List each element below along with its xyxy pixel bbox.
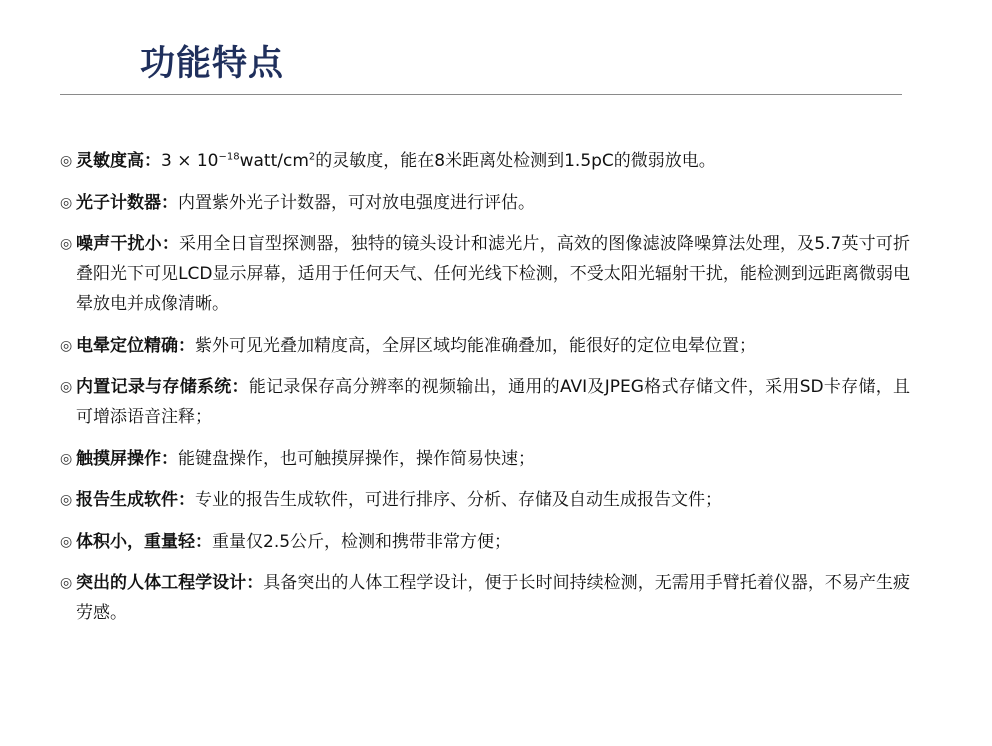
feature-text: 重量仅2.5公斤，检测和携带非常方便； — [212, 531, 512, 552]
feature-text: 采用全日盲型探测器，独特的镜头设计和滤光片，高效的图像滤波降噪算法处理，及5.7英寸可折叠阳光下可见LCD显示屏幕，适用于任何天气、任何光线下检测，不受太阳光辐射干扰，能检测到远距离微弱电晕放电并成像清晰。 — [76, 234, 910, 314]
feature-title: 突出的人体工程学设计： — [76, 573, 264, 593]
feature-title: 光子计数器： — [76, 192, 178, 213]
feature-title: 报告生成软件： — [76, 490, 195, 510]
feature-item-ergonomics — [60, 568, 910, 628]
feature-title: 内置记录与存储系统： — [76, 377, 249, 397]
bullet-icon: ◎ — [60, 153, 73, 169]
bullet-icon: ◎ — [60, 194, 73, 211]
feature-text-exponent: 2 — [308, 151, 316, 163]
feature-text: watt/cm — [239, 151, 309, 171]
title-divider — [60, 94, 902, 95]
feature-item-corona-location — [60, 331, 910, 361]
feature-title: 灵敏度高： — [76, 151, 161, 171]
bullet-icon: ◎ — [60, 379, 73, 395]
bullet-icon: ◎ — [60, 533, 73, 550]
bullet-icon: ◎ — [60, 450, 73, 467]
feature-item-low-noise — [60, 229, 910, 319]
feature-body — [76, 229, 910, 319]
feature-title: 体积小，重量轻： — [76, 531, 212, 552]
feature-title: 电晕定位精确： — [76, 335, 195, 356]
feature-body — [76, 527, 910, 557]
feature-item-sensitivity — [60, 146, 910, 176]
feature-body — [76, 188, 910, 218]
page-title: 功能特点 — [140, 44, 285, 84]
feature-text-exponent: −18 — [218, 151, 240, 163]
feature-item-lightweight — [60, 527, 910, 557]
feature-text: 的灵敏度，能在8米距离处检测到1.5pC的微弱放电。 — [315, 151, 716, 171]
feature-body — [76, 372, 910, 432]
feature-title: 触摸屏操作： — [76, 448, 178, 469]
feature-body — [76, 568, 910, 628]
feature-body — [76, 331, 910, 361]
feature-body — [76, 485, 910, 515]
feature-text: 能记录保存高分辨率的视频输出，通用的AVI及JPEG格式存储文件，采用SD卡存储，且可增添语音注释； — [76, 377, 911, 427]
feature-text: 内置紫外光子计数器，可对放电强度进行评估。 — [178, 192, 535, 213]
feature-list — [60, 146, 910, 640]
feature-text: 紫外可见光叠加精度高，全屏区域均能准确叠加，能很好的定位电晕位置； — [195, 335, 756, 356]
feature-item-recording-storage — [60, 372, 910, 432]
bullet-icon: ◎ — [60, 236, 73, 252]
bullet-icon: ◎ — [60, 337, 73, 354]
feature-text: 具备突出的人体工程学设计，便于长时间持续检测，无需用手臂托着仪器，不易产生疲劳感。 — [76, 573, 911, 623]
bullet-icon: ◎ — [60, 575, 73, 591]
feature-title: 噪声干扰小： — [76, 234, 180, 254]
feature-item-photon-counter — [60, 188, 910, 218]
feature-item-report-software — [60, 485, 910, 515]
feature-text: 专业的报告生成软件，可进行排序、分析、存储及自动生成报告文件； — [195, 490, 722, 510]
feature-body — [76, 146, 910, 176]
feature-text: 3 × 10 — [161, 151, 219, 171]
feature-body — [76, 444, 910, 474]
bullet-icon: ◎ — [60, 492, 73, 508]
feature-text: 能键盘操作，也可触摸屏操作，操作简易快速； — [178, 448, 535, 469]
feature-item-touchscreen — [60, 444, 910, 474]
